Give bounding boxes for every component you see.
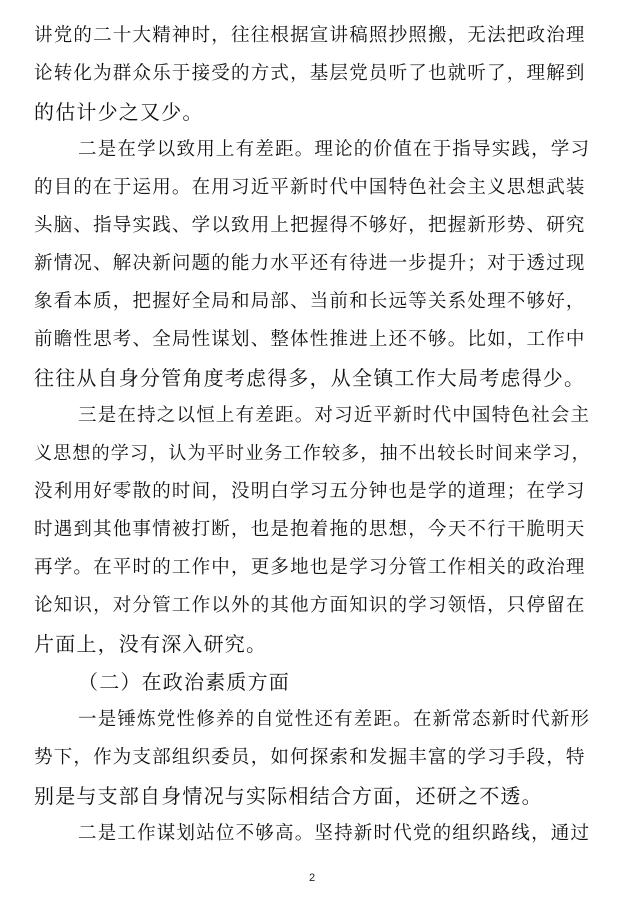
paragraph-start-line: 二是在学以致用上有差距。理论的价值在于指导实践，学习 [78, 139, 591, 160]
text-line: 别是与支部自身情况与实际相结合方面，还研之不透。 [34, 784, 543, 808]
text-line: 再学。在平时的工作中，更多地也是学习分管工作相关的政治理 [34, 557, 586, 578]
text-line: 论转化为群众乐于接受的方式，基层党员听了也就听了，理解到 [34, 63, 586, 84]
paragraph-start-line: 二是工作谋划站位不够高。坚持新时代党的组织路线，通过 [78, 823, 591, 844]
text-line: 讲党的二十大精神时，往往根据宣讲稿照抄照搬，无法把政治理 [34, 25, 586, 46]
text-line: 论知识，对分管工作以外的其他方面知识的学习领悟，只停留在 [34, 595, 586, 616]
text-line: 前瞻性思考、全局性谋划、整体性推进上还不够。比如，工作中 [34, 329, 586, 350]
text-line: 势下，作为支部组织委员，如何探索和发掘丰富的学习手段，特 [34, 747, 586, 768]
paragraph-start-line: 一是锤炼党性修养的自觉性还有差距。在新常态新时代新形 [78, 709, 591, 730]
text-line: 的目的在于运用。在用习近平新时代中国特色社会主义思想武装 [34, 177, 586, 198]
text-line: 时遇到其他事情被打断，也是抱着拖的思想，今天不行干脆明天 [34, 519, 586, 540]
text-line: 头脑、指导实践、学以致用上把握得不够好，把握新形势、研究 [34, 215, 586, 236]
section-heading: （二）在政治素质方面 [78, 670, 290, 694]
text-line: 象看本质，把握好全局和局部、当前和长远等关系处理不够好， [34, 291, 586, 312]
page-number: 2 [308, 872, 316, 884]
text-line: 的估计少之又少。 [34, 100, 204, 124]
text-line: 新情况、解决新问题的能力水平还有待进一步提升；对于透过现 [34, 253, 586, 274]
text-line: 片面上，没有深入研究。 [34, 632, 268, 656]
text-line: 没利用好零散的时间，没明白学习五分钟也是学的道理；在学习 [34, 481, 586, 502]
text-line: 往往从自身分管角度考虑得多，从全镇工作大局考虑得少。 [34, 366, 586, 390]
paragraph-start-line: 三是在持之以恒上有差距。对习近平新时代中国特色社会主 [78, 405, 591, 426]
text-line: 义思想的学习，认为平时业务工作较多，抽不出较长时间来学习， [34, 443, 591, 464]
